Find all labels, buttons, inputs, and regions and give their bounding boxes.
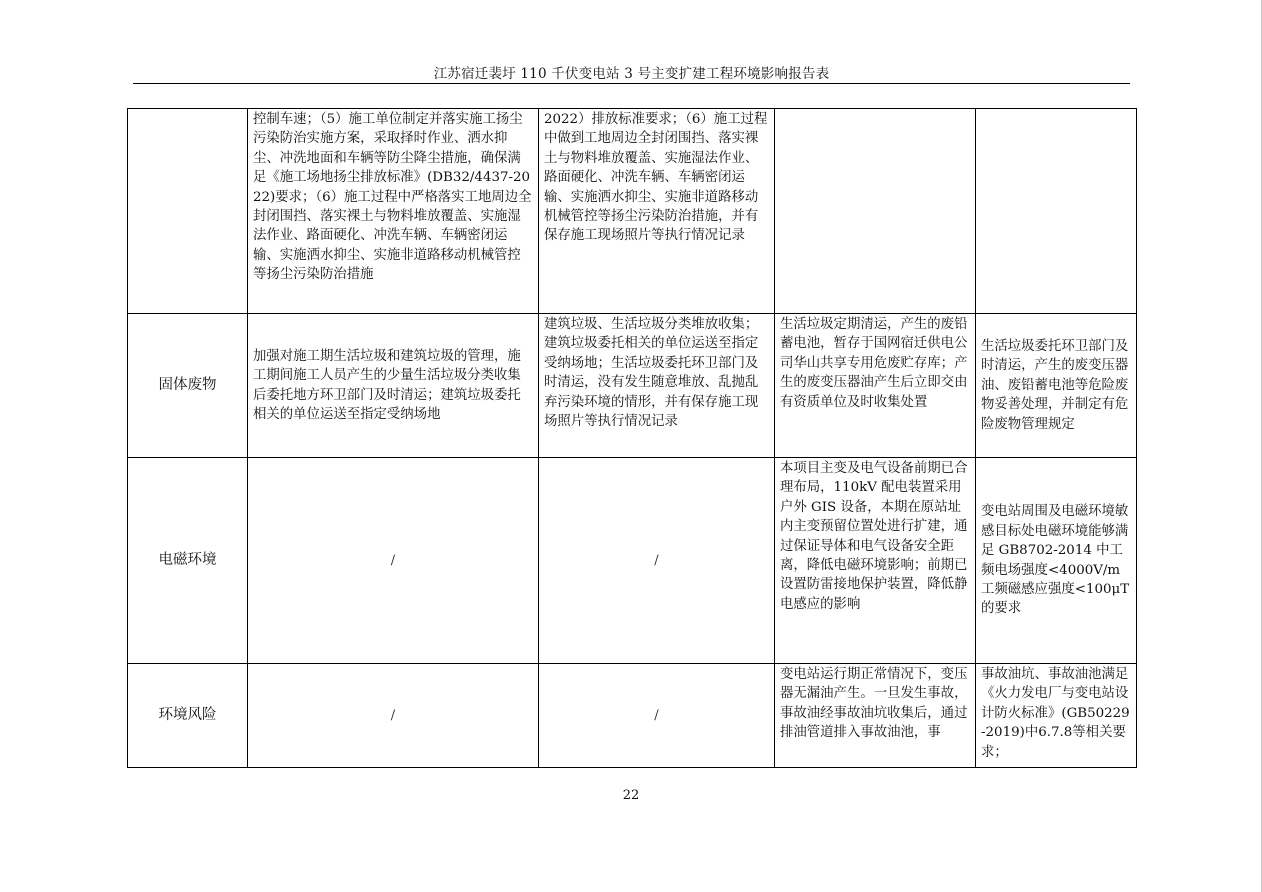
table-row <box>128 458 1137 664</box>
mitigation-measure-cell: / <box>248 458 539 664</box>
operation-measure-cell: 生活垃圾定期清运，产生的废铅蓄电池，暂存于国网宿迁供电公司华山共享专用危废贮存库；产生的废变压器油产生后立即交由有资质单位及时收集处置 <box>775 314 976 458</box>
implementation-record-cell: 建筑垃圾、生活垃圾分类堆放收集；建筑垃圾委托相关的单位运送至指定受纳场地；生活垃圾委托环卫部门及时清运，没有发生随意堆放、乱抛乱弃污染环境的情形，并有保存施工现场照片等执行情况记录 <box>539 314 775 458</box>
requirement-cell: 事故油坑、事故油池满足《火力发电厂与变电站设计防火标准》(GB50229-2019)中6.7.8等相关要求； <box>976 664 1137 768</box>
table-row <box>128 109 1137 314</box>
table-row <box>128 664 1137 768</box>
category-cell: 电磁环境 <box>128 458 248 664</box>
implementation-record-cell: / <box>539 458 775 664</box>
operation-measure-cell <box>775 109 976 314</box>
requirement-cell: 变电站周围及电磁环境敏感目标处电磁环境能够满足 GB8702-2014 中工频电场强度<4000V/m 工频磁感应强度<100μT 的要求 <box>976 458 1137 664</box>
page-number: 22 <box>622 788 640 803</box>
mitigation-measure-cell: 加强对施工期生活垃圾和建筑垃圾的管理，施工期间施工人员产生的少量生活垃圾分类收集后委托地方环卫部门及时清运；建筑垃圾委托相关的单位运送至指定受纳场地 <box>248 314 539 458</box>
requirement-cell <box>976 109 1137 314</box>
category-cell: 固体废物 <box>128 314 248 458</box>
table-row <box>128 314 1137 458</box>
operation-measure-cell: 本项目主变及电气设备前期已合理布局，110kV 配电装置采用户外 GIS 设备，本期在原站址内主变预留位置处进行扩建，通过保证导体和电气设备安全距离，降低电磁环境影响；前期已设置防雷接地保护装置，降低静电感应的影响 <box>775 458 976 664</box>
category-cell: 环境风险 <box>128 664 248 768</box>
header-divider <box>133 83 1130 84</box>
mitigation-measure-cell: 控制车速；（5）施工单位制定并落实施工扬尘污染防治实施方案，采取择时作业、洒水抑尘、冲洗地面和车辆等防尘降尘措施，确保满足《施工场地扬尘排放标准》(DB32/4437-2022)要求；（6）施工过程中严格落实工地周边全封闭围挡、落实裸土与物料堆放覆盖、实施湿法作业、路面硬化、冲洗车辆、车辆密闭运输、实施洒水抑尘、实施非道路移动机械管控等扬尘污染防治措施 <box>248 109 539 314</box>
mitigation-measure-cell: / <box>248 664 539 768</box>
page-header-title: 江苏宿迁裴圩 110 千伏变电站 3 号主变扩建工程环境影响报告表 <box>433 66 830 82</box>
requirement-cell: 生活垃圾委托环卫部门及时清运，产生的废变压器油、废铅蓄电池等危险废物妥善处理，并制定有危险废物管理规定 <box>976 314 1137 458</box>
operation-measure-cell: 变电站运行期正常情况下，变压器无漏油产生。一旦发生事故，事故油经事故油坑收集后，通过排油管道排入事故油池，事 <box>775 664 976 768</box>
environmental-measures-table <box>127 108 1137 768</box>
category-cell <box>128 109 248 314</box>
implementation-record-cell: 2022）排放标准要求；（6）施工过程中做到工地周边全封闭围挡、落实裸土与物料堆放覆盖、实施湿法作业、路面硬化、冲洗车辆、车辆密闭运输、实施洒水抑尘、实施非道路移动机械管控等扬尘污染防治措施，并有保存施工现场照片等执行情况记录 <box>539 109 775 314</box>
implementation-record-cell: / <box>539 664 775 768</box>
